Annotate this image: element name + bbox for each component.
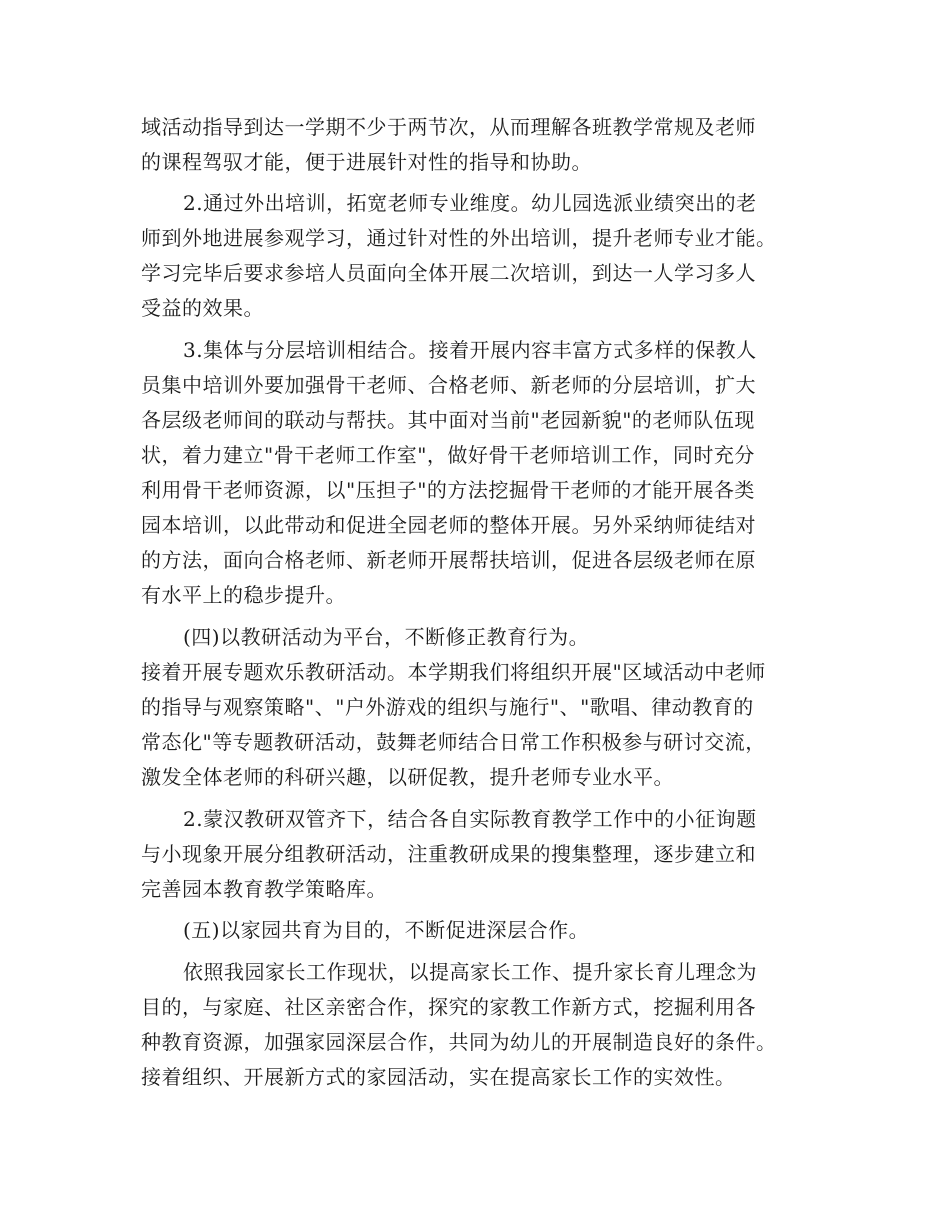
text-line: 园本培训，以此带动和促进全园老师的整体开展。另外采纳师徒结对 bbox=[141, 513, 756, 537]
text-line: 利用骨干老师资源，以"压担子"的方法挖掘骨干老师的才能开展各类 bbox=[141, 478, 755, 502]
text-line: 有水平上的稳步提升。 bbox=[141, 583, 346, 607]
text-line: 激发全体老师的科研兴趣，以研促教，提升老师专业水平。 bbox=[141, 765, 674, 789]
text-line: 各层级老师间的联动与帮扶。其中面对当前"老园新貌"的老师队伍现 bbox=[141, 408, 755, 432]
text-line: 的指导与观察策略"、"户外游戏的组织与施行"、"歌唱、律动教育的 bbox=[141, 695, 754, 719]
text-line: 学习完毕后要求参培人员面向全体开展二次培训，到达一人学习多人 bbox=[141, 261, 756, 285]
text-line: 接着组织、开展新方式的家园活动，实在提高家长工作的实效性。 bbox=[141, 1065, 736, 1089]
text-line: 接着开展专题欢乐教研活动。本学期我们将组织开展"区域活动中老师 bbox=[141, 660, 766, 684]
section-heading: (五)以家园共育为目的，不断促进深层合作。 bbox=[183, 918, 590, 942]
text-line: 2.蒙汉教研双管齐下，结合各自实际教育教学工作中的小征询题 bbox=[183, 807, 757, 831]
text-line: 的课程驾驭才能，便于进展针对性的指导和协助。 bbox=[141, 150, 592, 174]
text-line: 师到外地进展参观学习，通过针对性的外出培训，提升老师专业才能。 bbox=[141, 226, 777, 250]
text-line: 3.集体与分层培训相结合。接着开展内容丰富方式多样的保教人 bbox=[183, 338, 757, 362]
text-line: 目的，与家庭、社区亲密合作，探究的家教工作新方式，挖掘利用各 bbox=[141, 995, 756, 1019]
section-heading: (四)以教研活动为平台，不断修正教育行为。 bbox=[183, 625, 590, 649]
text-line: 依照我园家长工作现状，以提高家长工作、提升家长育儿理念为 bbox=[183, 960, 757, 984]
text-line: 常态化"等专题教研活动，鼓舞老师结合日常工作积极参与研讨交流， bbox=[141, 730, 766, 754]
text-line: 员集中培训外要加强骨干老师、合格老师、新老师的分层培训，扩大 bbox=[141, 373, 756, 397]
text-line: 与小现象开展分组教研活动，注重教研成果的搜集整理，逐步建立和 bbox=[141, 842, 756, 866]
text-line: 的方法，面向合格老师、新老师开展帮扶培训，促进各层级老师在原 bbox=[141, 548, 756, 572]
text-line: 受益的效果。 bbox=[141, 296, 264, 320]
text-line: 完善园本教育教学策略库。 bbox=[141, 877, 387, 901]
text-line: 种教育资源，加强家园深层合作，共同为幼儿的开展制造良好的条件。 bbox=[141, 1030, 777, 1054]
text-line: 域活动指导到达一学期不少于两节次，从而理解各班教学常规及老师 bbox=[141, 115, 756, 139]
text-line: 状，着力建立"骨干老师工作室"，做好骨干老师培训工作，同时充分 bbox=[141, 443, 755, 467]
text-line: 2.通过外出培训，拓宽老师专业维度。幼儿园选派业绩突出的老 bbox=[183, 191, 757, 215]
